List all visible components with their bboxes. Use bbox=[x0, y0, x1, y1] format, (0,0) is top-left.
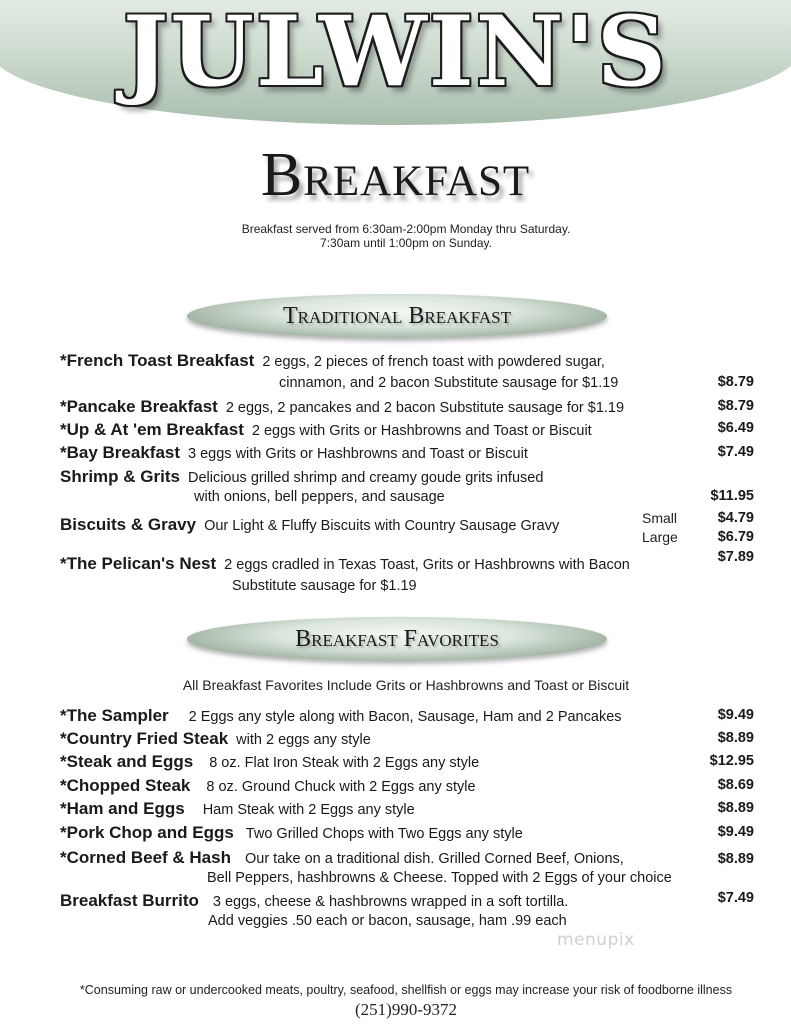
item-description: 2 eggs, 2 pancakes and 2 bacon Substitute sausage for $1.19 bbox=[225, 400, 625, 416]
item-price: $8.79 bbox=[717, 374, 754, 390]
item-description-cont: Substitute sausage for $1.19 bbox=[232, 578, 417, 594]
item-name: *Country Fried Steak bbox=[60, 729, 229, 748]
item-description: 2 eggs, 2 pieces of french toast with powdered sugar, bbox=[262, 354, 605, 370]
item-description: 8 oz. Flat Iron Steak with 2 Eggs any style bbox=[209, 755, 480, 771]
item-price: $6.79 bbox=[717, 529, 754, 545]
item-description-cont: Add veggies .50 each or bacon, sausage, ham .99 each bbox=[208, 913, 567, 929]
item-description-cont: cinnamon, and 2 bacon Substitute sausage for $1.19 bbox=[279, 375, 619, 391]
phone-number: (251)990-9372 bbox=[355, 1000, 457, 1019]
item-price: $7.49 bbox=[717, 444, 754, 460]
menu-item bbox=[60, 752, 479, 772]
item-name: Biscuits & Gravy bbox=[60, 515, 197, 534]
menu-item bbox=[60, 397, 624, 417]
item-name: *Chopped Steak bbox=[60, 776, 191, 795]
item-name: *Pork Chop and Eggs bbox=[60, 823, 234, 842]
item-name: *Up & At 'em Breakfast bbox=[60, 420, 244, 439]
menu-item bbox=[60, 467, 543, 487]
item-description: Ham Steak with 2 Eggs any style bbox=[202, 802, 415, 818]
item-description: 2 Eggs any style along with Bacon, Sausage, Ham and 2 Pancakes bbox=[188, 709, 622, 725]
item-description: Our Light & Fluffy Biscuits with Country Sausage Gravy bbox=[204, 518, 560, 534]
item-price: $8.89 bbox=[717, 730, 754, 746]
item-price: $11.95 bbox=[710, 488, 754, 504]
food-safety-disclaimer: *Consuming raw or undercooked meats, poultry, seafood, shellfish or eggs may increase your risk of foodborne illness bbox=[79, 983, 733, 997]
menu-item bbox=[60, 776, 476, 796]
header-banner bbox=[0, 0, 791, 130]
item-price: $9.49 bbox=[717, 707, 754, 723]
item-price: $7.49 bbox=[717, 890, 754, 906]
size-label: Large bbox=[642, 529, 678, 545]
item-price: $4.79 bbox=[717, 510, 754, 526]
menu-item bbox=[60, 823, 523, 843]
item-description-cont: Bell Peppers, hashbrowns & Cheese. Topped with 2 Eggs of your choice bbox=[207, 870, 672, 886]
menu-item bbox=[60, 706, 622, 726]
item-description-cont: with onions, bell peppers, and sausage bbox=[194, 489, 445, 505]
item-price: $8.89 bbox=[717, 851, 754, 867]
item-price: $8.89 bbox=[717, 800, 754, 816]
menu-item bbox=[60, 420, 592, 440]
item-name: Shrimp & Grits bbox=[60, 467, 180, 486]
menu-item bbox=[60, 443, 528, 463]
item-description: 2 eggs with Grits or Hashbrowns and Toast or Biscuit bbox=[251, 423, 592, 439]
menu-item bbox=[60, 515, 559, 535]
menu-item bbox=[60, 799, 415, 819]
item-price: $8.79 bbox=[717, 398, 754, 414]
item-name: *Corned Beef & Hash bbox=[60, 848, 231, 867]
item-description: 2 eggs cradled in Texas Toast, Grits or Hashbrowns with Bacon bbox=[224, 557, 630, 573]
menu-item bbox=[60, 351, 605, 371]
page-title: Breakfast bbox=[260, 141, 531, 209]
item-name: *Pancake Breakfast bbox=[60, 397, 218, 416]
item-description: Our take on a traditional dish. Grilled Corned Beef, Onions, bbox=[244, 851, 624, 867]
item-price: $12.95 bbox=[709, 753, 754, 769]
hours-line-1: Breakfast served from 6:30am-2:00pm Monday thru Saturday. bbox=[241, 222, 571, 236]
item-name: *The Pelican's Nest bbox=[60, 554, 217, 573]
section-heading-traditional: Traditional Breakfast bbox=[187, 294, 607, 338]
item-description: Delicious grilled shrimp and creamy goude grits infused bbox=[187, 470, 544, 486]
item-price: $7.89 bbox=[717, 549, 754, 565]
menu-item bbox=[60, 554, 630, 574]
item-description: Two Grilled Chops with Two Eggs any style bbox=[245, 826, 523, 842]
favorites-note: All Breakfast Favorites Include Grits or Hashbrowns and Toast or Biscuit bbox=[182, 677, 630, 693]
hours-line-2: 7:30am until 1:00pm on Sunday. bbox=[320, 236, 492, 250]
size-label: Small bbox=[642, 510, 678, 526]
item-name: *Ham and Eggs bbox=[60, 799, 185, 818]
menu-item bbox=[60, 729, 371, 749]
item-description: with 2 eggs any style bbox=[236, 732, 371, 748]
item-description: 3 eggs with Grits or Hashbrowns and Toast or Biscuit bbox=[188, 446, 528, 462]
watermark: menupix bbox=[557, 930, 635, 950]
item-name: *Bay Breakfast bbox=[60, 443, 181, 462]
item-description: 3 eggs, cheese & hashbrowns wrapped in a soft tortilla. bbox=[212, 894, 569, 910]
item-name: Breakfast Burrito bbox=[60, 891, 199, 910]
item-name: *French Toast Breakfast bbox=[60, 351, 255, 370]
item-description: 8 oz. Ground Chuck with 2 Eggs any style bbox=[206, 779, 476, 795]
menu-item bbox=[60, 848, 624, 868]
item-name: *The Sampler bbox=[60, 706, 169, 725]
item-name: *Steak and Eggs bbox=[60, 752, 194, 771]
item-price: $6.49 bbox=[717, 420, 754, 436]
restaurant-logo: JULWIN'S bbox=[122, 0, 669, 108]
section-heading-favorites: Breakfast Favorites bbox=[187, 617, 607, 661]
item-price: $8.69 bbox=[717, 777, 754, 793]
menu-item bbox=[60, 891, 568, 911]
item-price: $9.49 bbox=[717, 824, 754, 840]
